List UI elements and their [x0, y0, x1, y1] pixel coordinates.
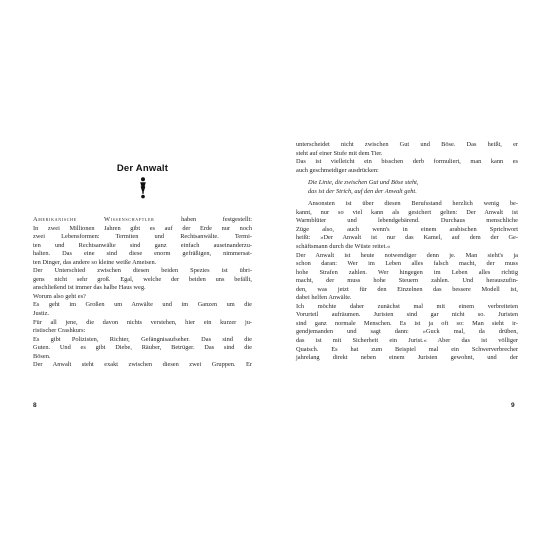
right-lines-before-quote	[296, 141, 518, 175]
quote-line: Die Linie, die zwischen Gut und Böse steht,	[308, 179, 419, 187]
text-line: Der Anwalt steht exakt zwischen diesen zwei Gruppen. Er	[33, 361, 252, 369]
opening-line	[33, 216, 252, 225]
page-number-right: 9	[511, 402, 515, 409]
text-line: schäftsmann durch die Wüste reitet.«	[296, 243, 391, 251]
text-line: dabei helfen Anwälte.	[296, 294, 352, 302]
text-line: Justiz.	[33, 310, 50, 318]
text-line: ristischer Crashkurs:	[33, 327, 86, 335]
left-page	[0, 0, 277, 555]
exclamation-figure-icon	[138, 177, 148, 199]
right-lines-after-quote	[296, 200, 518, 362]
text-line: zwei Lebensformen: Termiten und Rechtsanwälte. Termi-	[33, 233, 252, 241]
text-line: Es geht im Großen um Anwälte und im Ganzen um die	[33, 301, 252, 309]
text-line: das ist mit Sicherheit ein Jurist.« Aber das ist völliger	[296, 337, 518, 345]
text-line: steht auf einer Stufe mit dem Tier.	[296, 149, 383, 157]
text-line: sind ganz normale Menschen. Es ist ja oft so: Man sieht ir-	[296, 319, 518, 327]
text-line: hohe Strafen zahlen. Wer hingegen im Leben alles richtig	[296, 268, 518, 276]
chapter-heading	[33, 163, 252, 199]
text-line: Worum also geht es?	[33, 292, 86, 300]
text-line: ten Dinger, das andere so kleine weiße Ameisen.	[33, 258, 157, 266]
page-number-left: 8	[33, 402, 37, 409]
quote-line: das ist der Strich, auf den der Anwalt geht.	[308, 187, 417, 195]
text-line: macht, der muss hohe Steuern zahlen. Und herauszufin-	[296, 277, 518, 285]
text-line: halten. Das eine sind diese enorm gefräßigen, nimmersat-	[33, 250, 252, 258]
right-page	[278, 0, 555, 555]
text-line: ten und Rechtsanwälte sind ganz einfach auseinanderzu-	[33, 241, 252, 249]
text-line: unterscheidet nicht zwischen Gut und Böse. Das heißt, er	[296, 141, 518, 148]
text-line: Das ist vielleicht ein bisschen derb formuliert, man kann es	[296, 158, 518, 166]
text-line: Guten. Und es gibt Diebe, Räuber, Betrüger. Das sind die	[33, 344, 252, 352]
text-line: Ich möchte daher zunächst mal mit einem verbreiteten	[296, 302, 518, 310]
chapter-title: Der Anwalt	[116, 163, 169, 174]
right-body-text	[296, 141, 518, 363]
text-line: Bösen.	[33, 352, 51, 360]
text-line: heißt: »Der Anwalt ist nur das Kamel, auf dem der Ge-	[296, 234, 518, 242]
text-line: Für all jene, die davon nichts verstehen, hier ein kurzer ju-	[33, 318, 252, 326]
text-line: Vorurteil aufräumen. Juristen sind gar nicht so. Juristen	[296, 311, 518, 319]
text-line: Ansonsten ist über diesen Berufsstand herzlich wenig be-	[308, 200, 518, 208]
opening-smallcaps: Amerikanische Wissenschaftler	[33, 216, 155, 223]
text-line: gendjemanden und sagt dann: »Guck mal, da drüben,	[296, 328, 518, 336]
text-line: schon daran: Wer im Leben alles falsch macht, der muss	[296, 260, 518, 268]
opening-rest: haben festgestellt:	[154, 216, 252, 223]
text-line: kannt, nur so viel kann als gesichert gelten: Der Anwalt ist	[296, 208, 518, 216]
text-line: In zwei Millionen Jahren gibt es auf der Erde nur noch	[33, 224, 252, 232]
text-line: Es gibt Polizisten, Richter, Gefängnisaufseher. Das sind die	[33, 335, 252, 343]
text-line: jahrelang direkt neben einem Juristen gewohnt, und der	[296, 354, 518, 362]
text-line: Warmblüter und lebendgebärend. Durchaus menschliche	[296, 217, 518, 225]
verse-quote	[296, 179, 518, 196]
left-body-text	[33, 216, 252, 370]
left-lines	[33, 225, 252, 370]
text-line: auch geschmeidiger ausdrücken:	[296, 166, 379, 174]
text-line: Quatsch. Es hat zum Beispiel mal ein Schwerverbrecher	[296, 345, 518, 353]
text-line: Der Anwalt ist heute notwendiger denn je. Man sieht's ja	[296, 251, 518, 259]
text-line: Der Unterschied zwischen diesen beiden Spezies ist übri-	[33, 267, 252, 275]
text-line: gens nicht sehr groß. Egal, welche der beiden uns befällt,	[33, 275, 252, 283]
text-line: Züge also, auch wenn's in einem arabischen Sprichwort	[296, 225, 518, 233]
text-line: den, was jetzt für den Einzelnen das bessere Modell ist,	[296, 285, 518, 293]
text-line: anschließend ist immer das halbe Haus weg.	[33, 284, 146, 292]
